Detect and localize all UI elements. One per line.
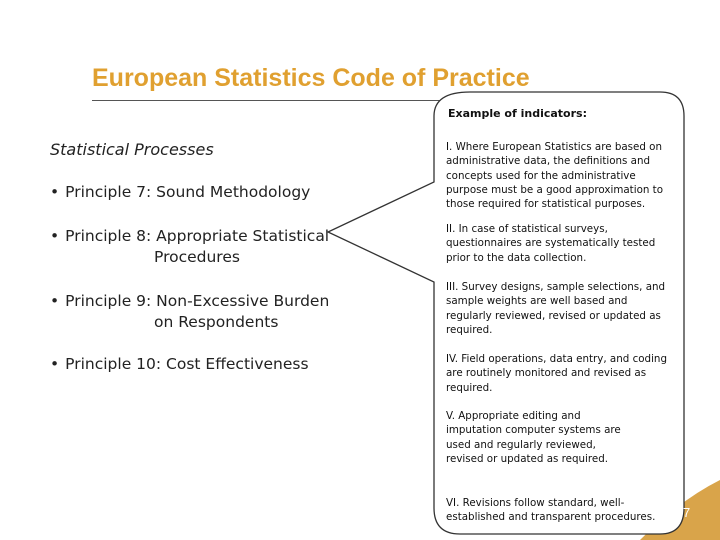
page-number: 7 [683,505,691,520]
callout-heading: Example of indicators: [448,107,587,120]
indicator-item: III. Survey designs, sample selections, and sample weights are well based and regularly reviewed, revised or updated as required. [446,281,666,336]
bullet-icon: • [50,183,60,201]
principle-label-continued: Procedures [154,248,240,266]
principle-label: Principle 7: Sound Methodology [65,183,311,201]
indicator-item: I. Where European Statistics are based on administrative data, the definitions and concepts used for the administrative purpose must be a good approximation to those required for statistical purposes. [446,141,664,211]
bullet-icon: • [50,355,60,373]
bullet-icon: • [50,292,60,310]
page-title: European Statistics Code of Practice [92,64,530,92]
principle-label: Principle 9: Non-Excessive Burden [65,292,330,310]
indicator-item: V. Appropriate editing and imputation computer systems are used and regularly reviewed, revised or updated as required. [446,410,621,465]
principle-label-continued: on Respondents [154,313,279,331]
principle-label: Principle 10: Cost Effectiveness [65,355,309,373]
principle-label: Principle 8: Appropriate Statistical [65,227,330,245]
section-heading: Statistical Processes [50,140,214,159]
bullet-icon: • [50,227,60,245]
indicator-item: II. In case of statistical surveys, questionnaires are systematically tested prior to the data collection. [446,223,656,264]
indicator-item: VI. Revisions follow standard, well-established and transparent procedures. [446,497,656,524]
indicator-item: IV. Field operations, data entry, and coding are routinely monitored and revised as required. [446,353,667,394]
